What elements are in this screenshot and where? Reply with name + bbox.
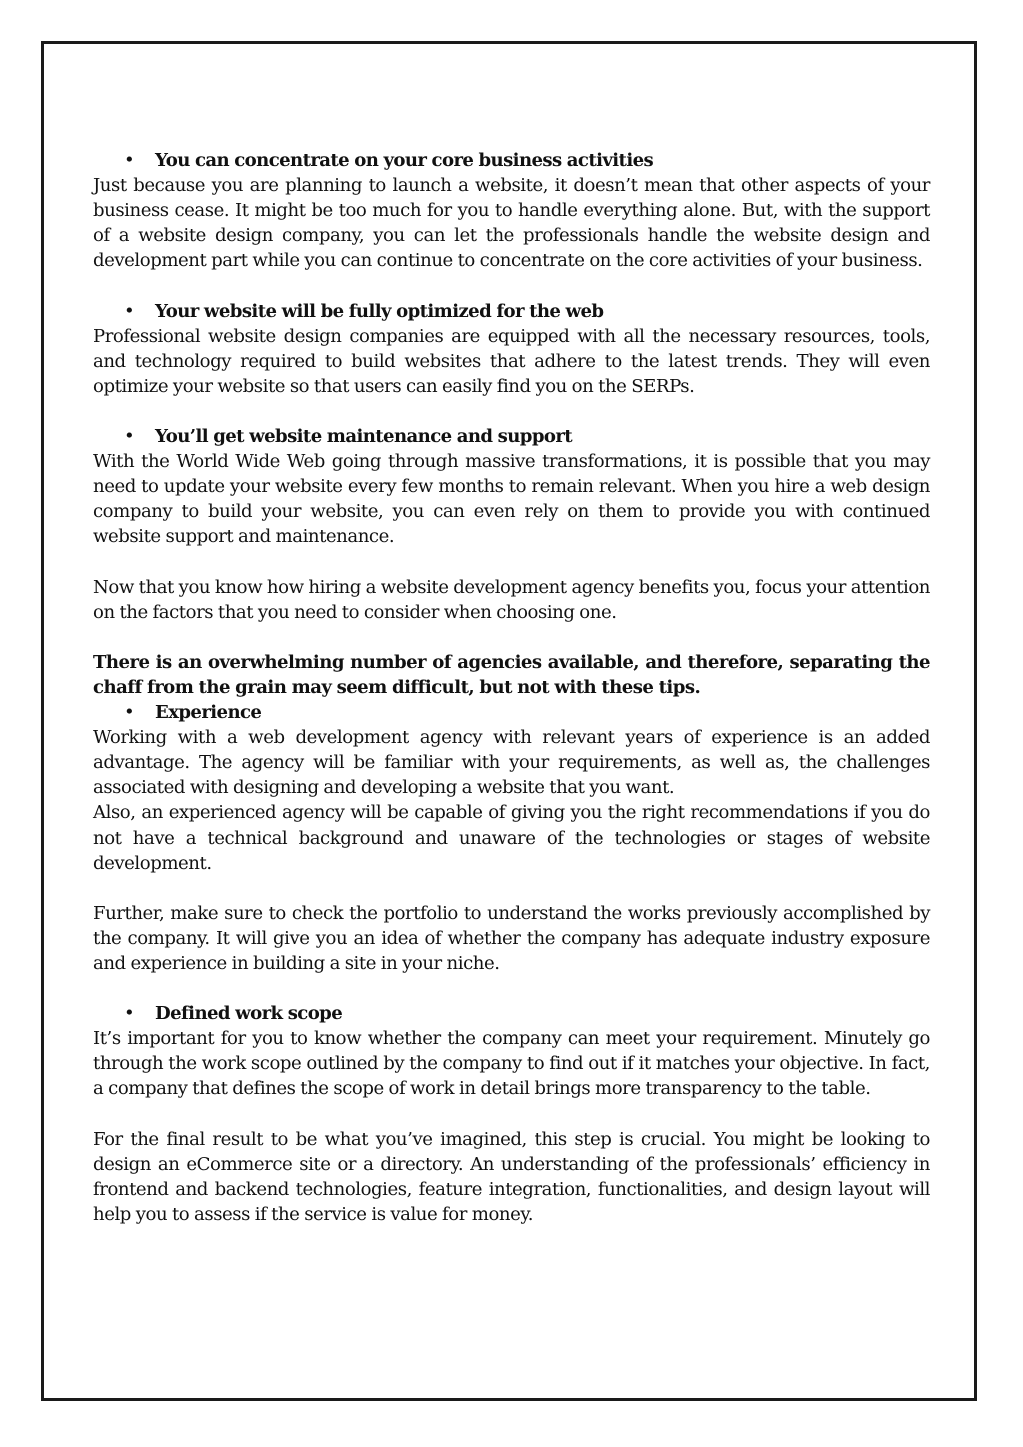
document-body (93, 148, 930, 1227)
paragraph-work-scope-1: It’s important for you to know whether the company can meet your requirement. Minutely go through the work scope outlined by the company to find out if it matches your objective. In fact, a company that defines the scope of work in detail brings more transparency to the table. (93, 1028, 930, 1100)
tips-intro: There is an overwhelming number of agencies available, and therefore, separating the chaff from the grain may seem difficult, but not with these tips. (93, 651, 930, 698)
spacer (93, 399, 930, 424)
bullet-heading-maintenance: • You’ll get website maintenance and support (93, 424, 930, 449)
bullet-heading-optimized: • Your website will be fully optimized for the web (93, 299, 930, 324)
paragraph-optimized: Professional website design companies are equipped with all the necessary resources, tools, and technology required to build websites that adhere to the latest trends. They will even optimize your website so that users can easily find you on the SERPs. (93, 325, 930, 397)
paragraph-experience-1: Working with a web development agency with relevant years of experience is an added advantage. The agency will be familiar with your requirements, as well as, the challenges associated with designing and developing a website that you want. (93, 727, 930, 799)
spacer (93, 550, 930, 575)
spacer (93, 1102, 930, 1127)
paragraph-experience-2: Also, an experienced agency will be capable of giving you the right recommendations if you do not have a technical background and unaware of the technologies or stages of website development. (93, 802, 930, 874)
paragraph-transition: Now that you know how hiring a website development agency benefits you, focus your attention on the factors that you need to consider when choosing one. (93, 576, 930, 623)
spacer (93, 976, 930, 1001)
paragraph-work-scope-2: For the final result to be what you’ve imagined, this step is crucial. You might be looking to design an eCommerce site or a directory. An understanding of the professionals’ efficiency in frontend and backend technologies, feature integration, functionalities, and design layout will help you to assess if the service is value for money. (93, 1128, 930, 1225)
spacer (93, 273, 930, 298)
bullet-heading-work-scope: • Defined work scope (93, 1001, 930, 1026)
spacer (93, 625, 930, 650)
paragraph-core-business: Just because you are planning to launch a website, it doesn’t mean that other aspects of your business cease. It might be too much for you to handle everything alone. But, with the support of a website design company, you can let the professionals handle the website design and development part while you can continue to concentrate on the core activities of your business. (93, 175, 930, 272)
bullet-heading-core-business: • You can concentrate on your core business activities (93, 148, 930, 173)
bullet-heading-experience: • Experience (93, 700, 930, 725)
paragraph-maintenance: With the World Wide Web going through massive transformations, it is possible that you may need to update your website every few months to remain relevant. When you hire a web design company to build your website, you can even rely on them to provide you with continued website support and maintenance. (93, 451, 930, 548)
spacer (93, 876, 930, 901)
paragraph-experience-3: Further, make sure to check the portfolio to understand the works previously accomplished by the company. It will give you an idea of whether the company has adequate industry exposure and experience in building a site in your niche. (93, 902, 930, 974)
